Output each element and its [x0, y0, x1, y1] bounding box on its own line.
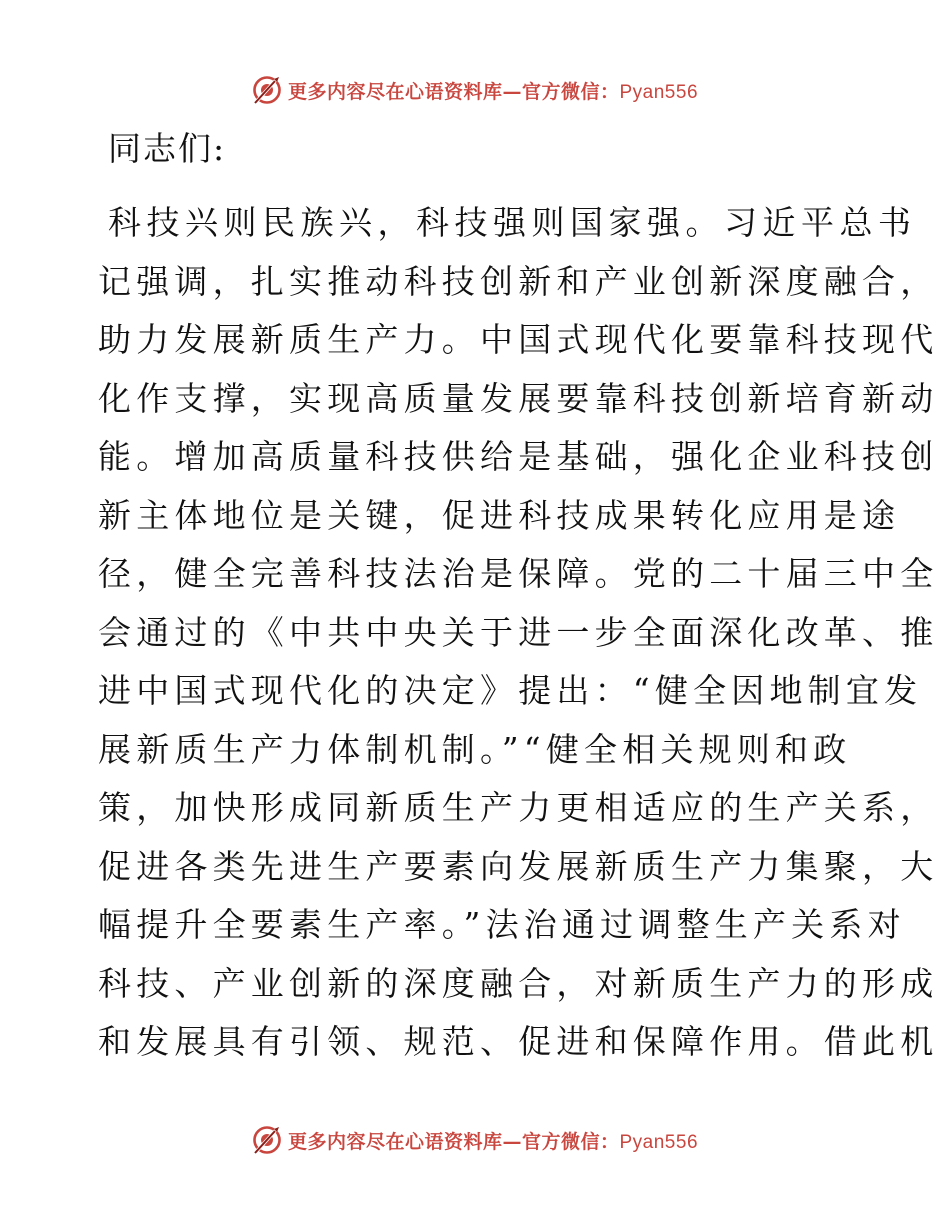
watermark-text: 更多内容尽在心语资料库—官方微信：Pyan556: [287, 1130, 699, 1153]
text-line: 科技、产业创新的深度融合，对新质生产力的形成: [98, 963, 939, 1003]
footer-watermark: [0, 1120, 950, 1160]
text-line: 会通过的《中共中央关于进一步全面深化改革、推: [98, 612, 939, 652]
watermark-text: 更多内容尽在心语资料库—官方微信：Pyan556: [287, 80, 699, 103]
text-line: 化作支撑，实现高质量发展要靠科技创新培育新动: [98, 378, 939, 418]
watermark-handle: Pyan556: [619, 1131, 699, 1153]
text-line: 策，加快形成同新质生产力更相适应的生产关系，: [98, 788, 939, 827]
text-line: 能。增加高质量科技供给是基础，强化企业科技创: [98, 437, 939, 476]
pen-logo-icon: [252, 1125, 282, 1155]
text-line: 径，健全完善科技法治是保障。党的二十届三中全: [98, 554, 939, 593]
pen-logo-icon: [252, 75, 282, 105]
text-line: 进中国式现代化的决定》提出：“健全因地制宜发: [98, 671, 923, 710]
text-line: 和发展具有引领、规范、促进和保障作用。借此机: [98, 1022, 939, 1061]
text-line: 促进各类先进生产要素向发展新质生产力集聚，大: [98, 846, 939, 886]
text-line: 展新质生产力体制机制。”“健全相关规则和政: [98, 729, 852, 769]
text-line: 记强调，扎实推动科技创新和产业创新深度融合，: [98, 261, 939, 301]
text-line: 幅提升全要素生产率。”法治通过调整生产关系对: [98, 905, 906, 944]
salutation: 同志们:: [108, 129, 227, 168]
text-line: 科技兴则民族兴，科技强则国家强。习近平总书: [108, 203, 917, 242]
watermark-handle: Pyan556: [619, 81, 699, 103]
header-watermark: [0, 70, 950, 110]
text-line: 新主体地位是关键，促进科技成果转化应用是途: [98, 495, 901, 535]
text-line: 助力发展新质生产力。中国式现代化要靠科技现代: [98, 320, 939, 359]
body-paragraph: [98, 194, 939, 1072]
